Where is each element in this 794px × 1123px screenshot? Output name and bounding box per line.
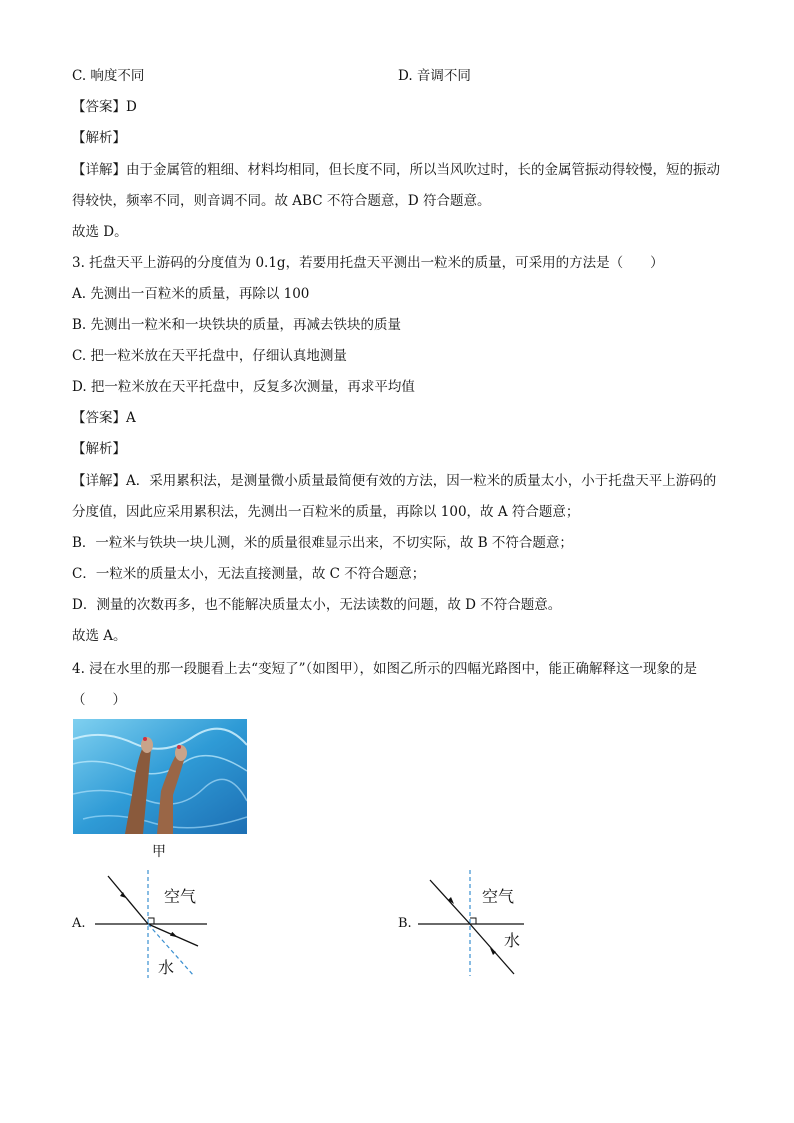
- q3-option-d: D. 把一粒米放在天平托盘中，反复多次测量，再求平均值: [72, 379, 415, 395]
- q2-analysis-heading: 【解析】: [72, 130, 126, 146]
- q2-detail: 【详解】由于金属管的粗细、材料均相同，但长度不同，所以当风吹过时，长的金属管振动得较慢，短的振动得较快，频率不同，则音调不同。故 ABC 不符合题意，D 符合题意。: [72, 162, 720, 209]
- q3-detail-a: 【详解】A．采用累积法，是测量微小质量最简便有效的方法，因一粒米的质量太小，小于托盘天平上游码的分度值，因此应采用累积法，先测出一百粒米的质量，再除以 100，故 A 符合题意；: [72, 473, 717, 520]
- q3-option-a: A. 先测出一百粒米的质量，再除以 100: [72, 286, 310, 302]
- q2-answer: 【答案】D: [72, 99, 137, 115]
- q3-conclusion: 故选 A。: [72, 628, 127, 644]
- diagram-a-water-label: 水: [158, 958, 175, 977]
- q3-detail-b: B．一粒米与铁块一块儿测，米的质量很难显示出来，不切实际，故 B 不符合题意；: [72, 535, 573, 551]
- q3-detail-d: D．测量的次数再多，也不能解决质量太小，无法读数的问题，故 D 不符合题意。: [72, 597, 562, 613]
- q2-option-c: C. 响度不同: [72, 68, 145, 84]
- q3-option-b: B. 先测出一粒米和一块铁块的质量，再减去铁块的质量: [72, 317, 402, 333]
- q3-detail-c: C．一粒米的质量太小，无法直接测量，故 C 不符合题意；: [72, 566, 426, 582]
- diagram-b-water-label: 水: [504, 931, 521, 950]
- photo-caption: 甲: [152, 844, 166, 860]
- diagram-a-light-path: [90, 868, 220, 980]
- diagram-a-air-label: 空气: [164, 887, 197, 906]
- q4-stem: 4. 浸在水里的那一段腿看上去“变短了”（如图甲），如图乙所示的四幅光路图中，能正确解释这一现象的是（ ）: [72, 661, 697, 708]
- legs-in-water-photo: [73, 719, 247, 834]
- q2-conclusion: 故选 D。: [72, 224, 128, 240]
- diagram-a-letter: A.: [72, 916, 86, 931]
- q3-analysis-heading: 【解析】: [72, 441, 126, 457]
- diagram-b-letter: B.: [398, 916, 412, 931]
- diagram-b-air-label: 空气: [482, 887, 515, 906]
- diagram-b-light-path: [416, 868, 532, 980]
- q3-answer: 【答案】A: [72, 410, 136, 426]
- q2-option-d: D. 音调不同: [398, 68, 471, 84]
- q3-stem: 3. 托盘天平上游码的分度值为 0.1g，若要用托盘天平测出一粒米的质量，可采用的方法是（ ）: [72, 255, 664, 271]
- q3-option-c: C. 把一粒米放在天平托盘中，仔细认真地测量: [72, 348, 347, 364]
